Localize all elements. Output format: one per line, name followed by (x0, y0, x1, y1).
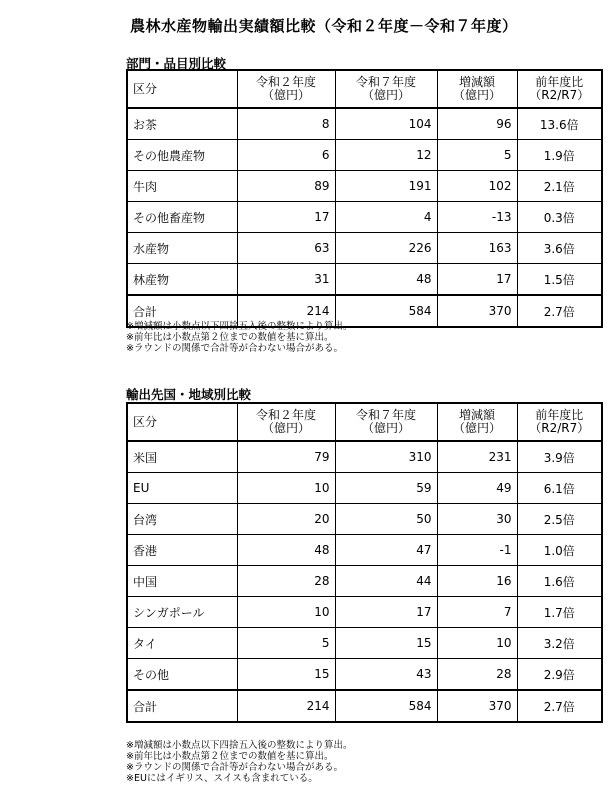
header-r2-unit: （億円） (261, 421, 310, 435)
table-row (127, 628, 602, 659)
header-diff-label: 増減額 (458, 75, 495, 89)
header-diff-unit: （億円） (452, 88, 501, 102)
header-ratio (517, 403, 602, 441)
row-r7: 226 (335, 233, 437, 264)
table-row (127, 202, 602, 233)
header-r7 (335, 403, 437, 441)
row-r2: 8 (237, 108, 335, 140)
header-ratio-sub: （R2/R7） (529, 421, 590, 435)
header-r7-label: 令和７年度 (355, 75, 416, 89)
section1-title: 部門・品目別比較 (126, 56, 227, 71)
note-line: ※前年比は小数点第２位までの数値を基に算出。 (126, 332, 334, 343)
row-ratio: 2.5倍 (517, 504, 602, 535)
table-header-row (127, 70, 602, 108)
row-r2: 20 (237, 504, 335, 535)
row-ratio: 0.3倍 (517, 202, 602, 233)
header-ratio-label: 前年度比 (535, 408, 584, 422)
row-diff: 30 (437, 504, 517, 535)
row-ratio: 3.2倍 (517, 628, 602, 659)
row-r7: 191 (335, 171, 437, 202)
table-row (127, 171, 602, 202)
row-r2: 31 (237, 264, 335, 296)
header-r2-label: 令和２年度 (255, 408, 316, 422)
table-row (127, 504, 602, 535)
row-ratio: 1.5倍 (517, 264, 602, 296)
header-diff-label: 増減額 (458, 408, 495, 422)
row-label: その他 (127, 659, 237, 691)
row-r7: 15 (335, 628, 437, 659)
section2-table (126, 402, 603, 723)
row-label: 米国 (127, 441, 237, 473)
row-diff: -13 (437, 202, 517, 233)
header-r7-unit: （億円） (361, 88, 410, 102)
note-line: ※ラウンドの関係で合計等が合わない場合がある。 (126, 343, 343, 354)
header-r2 (237, 70, 335, 108)
table-row (127, 233, 602, 264)
row-r2: 6 (237, 140, 335, 171)
note-line: ※増減額は小数点以下四捨五入後の整数により算出。 (126, 321, 353, 332)
table-row (127, 140, 602, 171)
row-diff: 16 (437, 566, 517, 597)
row-r2: 10 (237, 473, 335, 504)
table-row (127, 473, 602, 504)
row-label: 台湾 (127, 504, 237, 535)
row-ratio: 1.6倍 (517, 566, 602, 597)
total-diff: 370 (437, 295, 517, 327)
row-r7: 4 (335, 202, 437, 233)
row-r7: 12 (335, 140, 437, 171)
row-r7: 59 (335, 473, 437, 504)
row-diff: 163 (437, 233, 517, 264)
row-r7: 17 (335, 597, 437, 628)
row-ratio: 1.9倍 (517, 140, 602, 171)
header-category: 区分 (127, 403, 237, 441)
row-diff: 96 (437, 108, 517, 140)
row-label: タイ (127, 628, 237, 659)
table-row (127, 566, 602, 597)
note-line: ※EUにはイギリス、スイスも含まれている。 (126, 773, 318, 784)
row-ratio: 2.9倍 (517, 659, 602, 691)
row-diff: 5 (437, 140, 517, 171)
table-header-row (127, 403, 602, 441)
total-ratio: 2.7倍 (517, 690, 602, 722)
row-ratio: 1.0倍 (517, 535, 602, 566)
row-ratio: 3.9倍 (517, 441, 602, 473)
row-r2: 15 (237, 659, 335, 691)
row-diff: -1 (437, 535, 517, 566)
row-r2: 5 (237, 628, 335, 659)
section1-notes (126, 321, 352, 354)
total-label: 合計 (127, 295, 237, 327)
row-r2: 17 (237, 202, 335, 233)
row-r7: 310 (335, 441, 437, 473)
row-ratio: 13.6倍 (517, 108, 602, 140)
table-row (127, 659, 602, 691)
total-r7: 584 (335, 690, 437, 722)
header-r2 (237, 403, 335, 441)
total-ratio: 2.7倍 (517, 295, 602, 327)
table-row (127, 108, 602, 140)
header-diff (437, 70, 517, 108)
row-r2: 63 (237, 233, 335, 264)
header-r2-unit: （億円） (261, 88, 310, 102)
row-diff: 7 (437, 597, 517, 628)
page-title: 農林水産物輸出実績額比較（令和２年度－令和７年度） (130, 17, 518, 35)
total-r2: 214 (237, 690, 335, 722)
total-r2: 214 (237, 295, 335, 327)
row-label: 中国 (127, 566, 237, 597)
row-r2: 28 (237, 566, 335, 597)
header-ratio-label: 前年度比 (535, 75, 584, 89)
row-ratio: 2.1倍 (517, 171, 602, 202)
row-label: 林産物 (127, 264, 237, 296)
note-line: ※増減額は小数点以下四捨五入後の整数により算出。 (126, 740, 353, 751)
section1-table (126, 69, 603, 328)
row-ratio: 6.1倍 (517, 473, 602, 504)
header-r7-unit: （億円） (361, 421, 410, 435)
header-diff-unit: （億円） (452, 421, 501, 435)
header-ratio-sub: （R2/R7） (529, 88, 590, 102)
row-label: その他畜産物 (127, 202, 237, 233)
table-row (127, 441, 602, 473)
row-r2: 48 (237, 535, 335, 566)
row-diff: 49 (437, 473, 517, 504)
row-r7: 48 (335, 264, 437, 296)
total-r7: 584 (335, 295, 437, 327)
header-diff (437, 403, 517, 441)
section2-title: 輸出先国・地域別比較 (126, 387, 252, 402)
row-label: 牛肉 (127, 171, 237, 202)
header-r7 (335, 70, 437, 108)
row-ratio: 3.6倍 (517, 233, 602, 264)
row-label: 香港 (127, 535, 237, 566)
row-diff: 17 (437, 264, 517, 296)
section2-notes (126, 740, 352, 784)
row-diff: 231 (437, 441, 517, 473)
note-line: ※ラウンドの関係で合計等が合わない場合がある。 (126, 762, 343, 773)
row-label: EU (127, 473, 237, 504)
header-category: 区分 (127, 70, 237, 108)
header-r2-label: 令和２年度 (255, 75, 316, 89)
row-r2: 79 (237, 441, 335, 473)
row-diff: 28 (437, 659, 517, 691)
row-label: シンガポール (127, 597, 237, 628)
row-label: お茶 (127, 108, 237, 140)
row-diff: 102 (437, 171, 517, 202)
row-r7: 44 (335, 566, 437, 597)
table-row (127, 264, 602, 296)
total-diff: 370 (437, 690, 517, 722)
note-line: ※前年比は小数点第２位までの数値を基に算出。 (126, 751, 334, 762)
table-row (127, 597, 602, 628)
header-ratio (517, 70, 602, 108)
row-label: 水産物 (127, 233, 237, 264)
row-r2: 10 (237, 597, 335, 628)
row-r2: 89 (237, 171, 335, 202)
row-label: その他農産物 (127, 140, 237, 171)
total-row (127, 690, 602, 722)
total-label: 合計 (127, 690, 237, 722)
row-r7: 43 (335, 659, 437, 691)
table-row (127, 535, 602, 566)
row-r7: 50 (335, 504, 437, 535)
row-diff: 10 (437, 628, 517, 659)
row-r7: 104 (335, 108, 437, 140)
row-r7: 47 (335, 535, 437, 566)
row-ratio: 1.7倍 (517, 597, 602, 628)
header-r7-label: 令和７年度 (355, 408, 416, 422)
